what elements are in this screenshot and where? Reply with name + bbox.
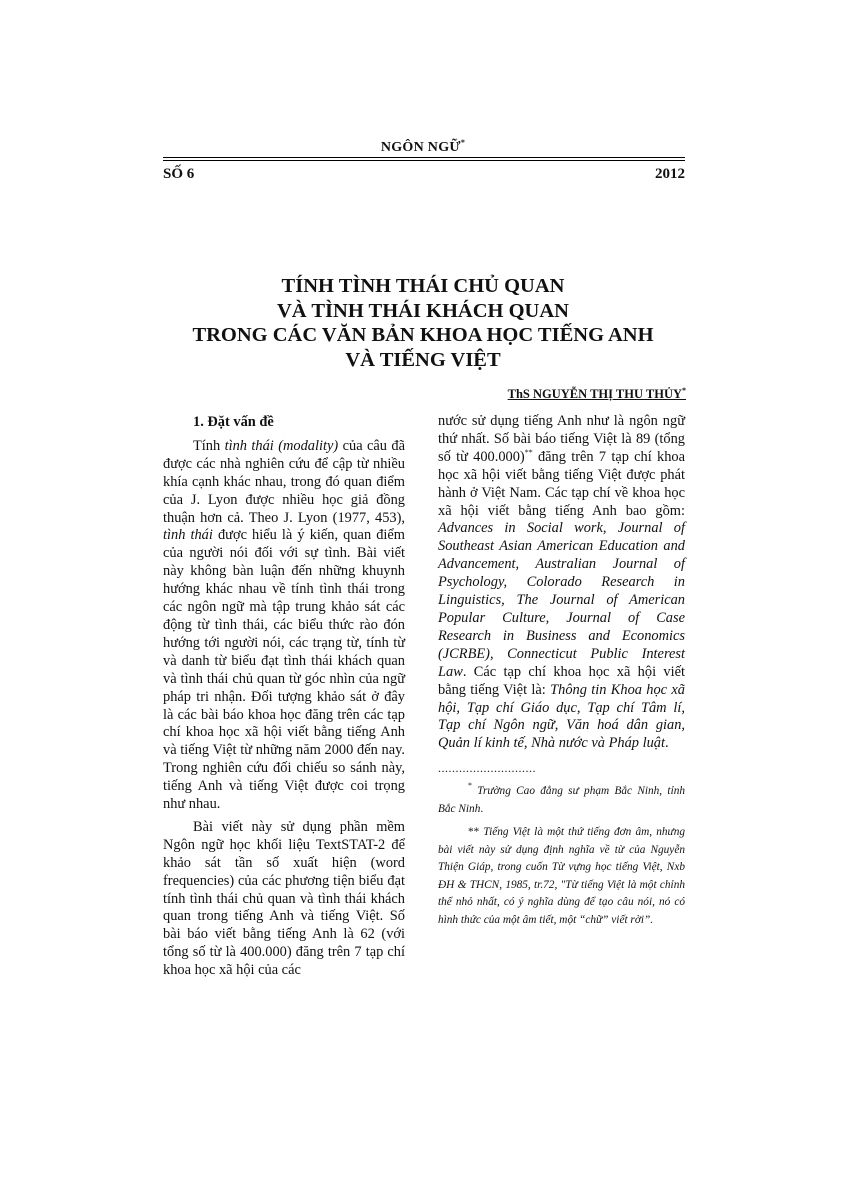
issue-number: SỐ 6 (163, 166, 195, 182)
title-line: VÀ TIẾNG VIỆT (345, 348, 501, 371)
footnote-2: ** Tiếng Việt là một thứ tiếng đơn âm, nhưng bài viết này sử dụng định nghĩa về từ của Nguyễn Thiện Giáp, trong cuốn Từ vựng học tiếng Việt, Nxb ĐH & THCN, 1985, tr.72, "Từ tiếng Việt là một chỉnh thể nhỏ nhất, có ý nghĩa dùng để tạo câu nói, nó có hình thức của một âm tiết, một “chữ” viết rời”. (438, 826, 685, 926)
left-column (163, 414, 405, 980)
paragraph-intro: Tính tình thái (modality) của câu đã được các nhà nghiên cứu để cập từ nhiều khía cạnh khác nhau, trong đó quan điểm của J. Lyon được nhiều học giả đồng thuận hơn cả. Theo J. Lyon (1977, 453), tình thái được hiểu là ý kiến, quan điểm của người nói đối với sự tình. Bài viết này không bàn luận đến những khuynh hướng khác nhau về tính tình thái trong các ngôn ngữ mà tập trung khảo sát các động từ tình thái, các biểu thức rào đón hướng tới người nói, các trạng từ, tính từ và danh từ biểu đạt tình thái khách quan và tình thái chủ quan từ góc nhìn của ngữ pháp tri nhận. Đối tượng khảo sát ở đây là các bài báo khoa học đăng trên các tạp chí khoa học xã hội viết bằng tiếng Anh và tiếng Việt từ những năm 2000 đến nay. Trong nghiên cứu đối chiếu so sánh này, tiếng Anh và tiếng Việt được coi trọng như nhau. (163, 437, 406, 813)
english-journal-list: Advances in Social work, Journal of Southeast Asian American Education and Advancement, Australian Journal of Psychology, Colorado Research in Linguistics, The Journal of American Popular Culture, Journal of Case Research in Business and Economics (JCRBE), Connecticut Public Interest Law (438, 520, 685, 680)
issue-year: 2012 (655, 166, 685, 182)
footnote-1: * Trường Cao đẳng sư phạm Bắc Ninh, tỉnh Bắc Ninh. (438, 781, 685, 815)
title-line: TRONG CÁC VĂN BẢN KHOA HỌC TIẾNG ANH (192, 324, 654, 346)
article-title (150, 274, 696, 372)
paragraph-method: Bài viết này sử dụng phần mềm Ngôn ngữ học khối liệu TextSTAT-2 để khảo sát tần số xuất hiện (word frequencies) của các phương tiện biểu đạt tính tình thái chủ quan và tình thái khách quan trong tiếng Anh và tiếng Việt. Số bài báo viết bằng tiếng Anh là 62 (với tổng số từ là 400.000) đăng trên 7 tạp chí khoa học xã hội của các (163, 818, 405, 979)
title-line: TÍNH TÌNH THÁI CHỦ QUAN (281, 275, 565, 297)
journal-footnote-mark: * (460, 138, 466, 147)
vietnamese-journal-list: Thông tin Khoa học xã hội, Tạp chí Giáo dục, Tạp chí Tâm lí, Tạp chí Ngôn ngữ, Văn hoá dân gian, Quản lí kinh tế, Nhà nước và Pháp luật (438, 681, 685, 752)
section-heading: 1. Đặt vấn đề (193, 414, 274, 430)
title-line: VÀ TÌNH THÁI KHÁCH QUAN (277, 299, 569, 322)
author-name: ThS NGUYỄN THỊ THU THỦY* (507, 386, 686, 402)
paragraph-continued: nước sử dụng tiếng Anh như là ngôn ngữ thứ nhất. Số bài báo tiếng Việt là 89 (tổng số từ 400.000)** đăng trên 7 tạp chí khoa học xã hội viết bằng tiếng Việt được phát hành ở Việt Nam. Các tạp chí về khoa học xã hội viết bằng tiếng Anh bao gồm: Advances in Social work, Journal of Southeast Asian American Education and Advancement, Australian Journal of Psychology, Colorado Research in Linguistics, The Journal of American Popular Culture, Journal of Case Research in Business and Economics (JCRBE), Connecticut Public Interest Law. Các tạp chí khoa học xã hội viết bằng tiếng Việt là: Thông tin Khoa học xã hội, Tạp chí Giáo dục, Tạp chí Tâm lí, Tạp chí Ngôn ngữ, Văn hoá dân gian, Quản lí kinh tế, Nhà nước và Pháp luật. (438, 413, 685, 752)
journal-name: NGÔN NGỮ* (380, 138, 466, 155)
header-rule-top (163, 157, 685, 158)
footnote-separator: ............................ (438, 761, 536, 776)
right-column (438, 413, 685, 929)
header-rule-bottom (163, 160, 685, 161)
author-footnote-mark: * (682, 386, 686, 395)
footnote-ref-2: ** (524, 447, 533, 457)
